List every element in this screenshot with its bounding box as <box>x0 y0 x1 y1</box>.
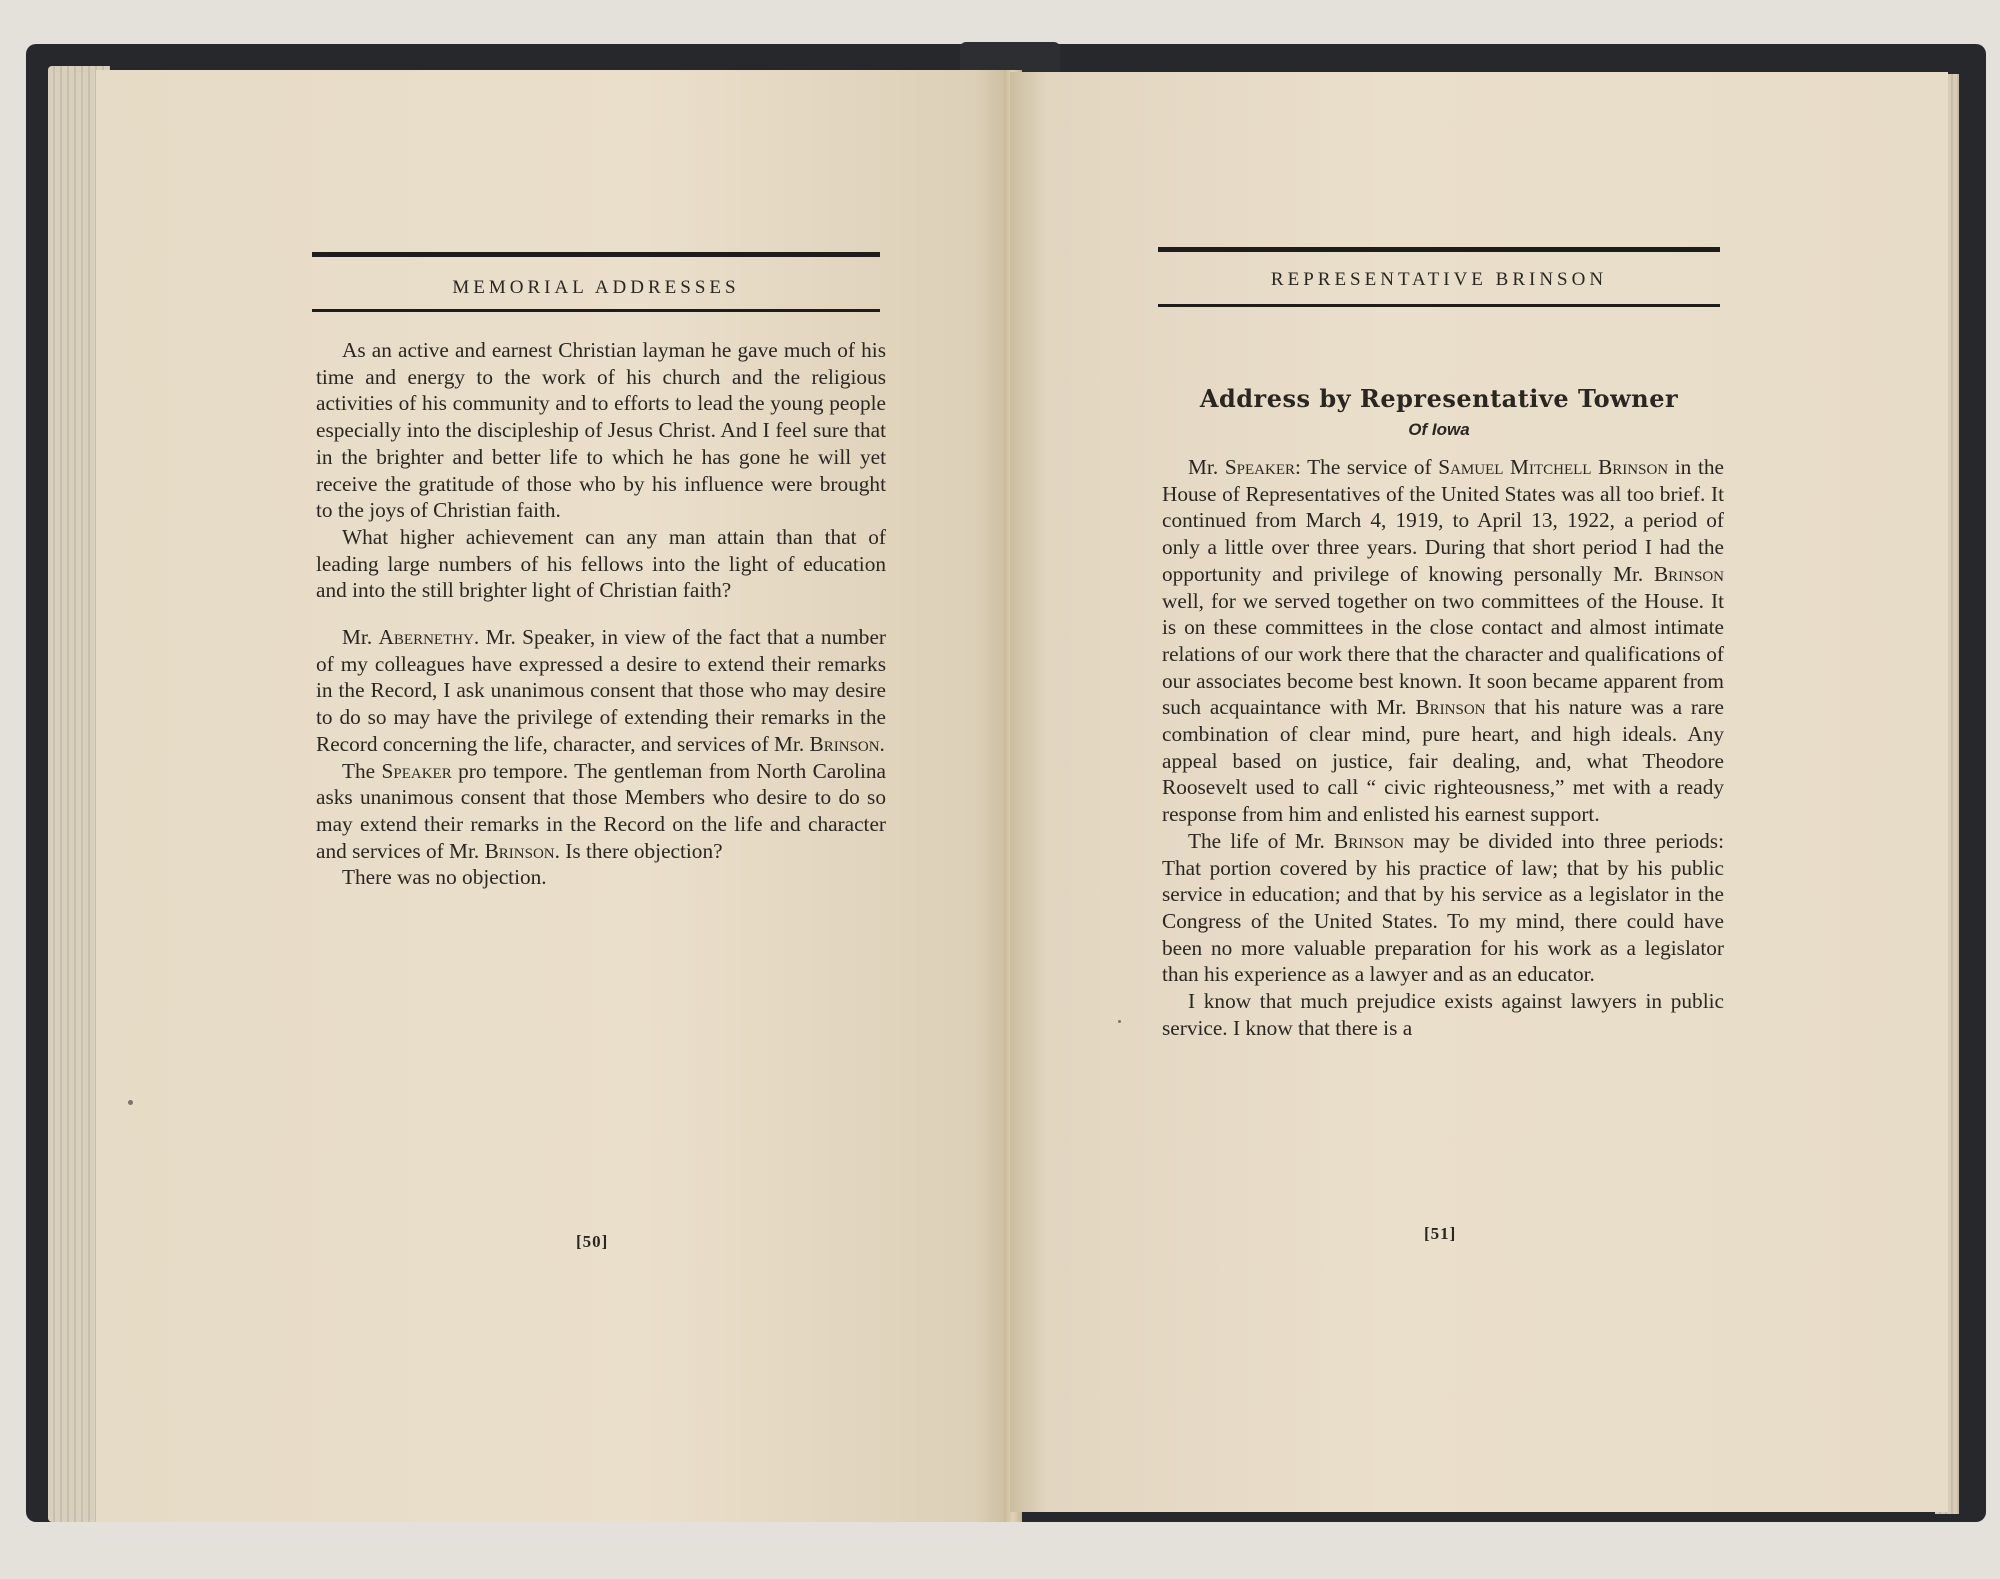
text-run: I know that much prejudice exists against lawyers in public service. I know that there is a <box>1162 989 1724 1040</box>
paragraph <box>1162 828 1724 988</box>
left-page <box>96 70 1010 1522</box>
small-caps-name: Brinson <box>1653 561 1724 586</box>
text-run: well, for we served together on two committees of the House. It is on these committees in the close contact and almost intimate relations of our work there that the character and qualifications of our associates become best known. It soon became apparent from such acquaintance with Mr. <box>1162 588 1724 720</box>
body-text <box>1162 454 1724 1041</box>
text-run: The <box>342 758 382 783</box>
header-rule-bottom <box>1158 304 1720 307</box>
small-caps-name: Speaker <box>381 758 452 783</box>
small-caps-name: Abernethy <box>378 625 474 650</box>
paragraph <box>316 864 886 891</box>
paragraph <box>316 758 886 865</box>
small-caps-name: Brinson <box>484 838 555 863</box>
paragraph <box>316 624 886 758</box>
page-number: [51] <box>1424 1224 1457 1243</box>
paper-speck <box>1118 1020 1121 1023</box>
address-title: Address by Representative Towner <box>1199 384 1679 413</box>
text-run: . Is there objection? <box>554 838 723 863</box>
small-caps-name: Samuel Mitchell Brinson <box>1438 455 1669 479</box>
running-head: REPRESENTATIVE BRINSON <box>1270 269 1608 290</box>
small-caps-name: Brinson <box>1334 828 1405 853</box>
text-run: pro tempore. The gentleman from North Carolina asks unanimous consent that those Members who desire to do so may extend their remarks in the Record on the life and character and services of Mr. <box>316 758 886 863</box>
paragraph <box>1162 454 1724 828</box>
running-head: MEMORIAL ADDRESSES <box>452 277 740 298</box>
text-run: There was no objection. <box>342 865 547 890</box>
paragraph <box>316 337 886 524</box>
paragraph <box>1162 988 1724 1041</box>
header-rule-top <box>312 252 880 257</box>
body-text <box>316 337 886 891</box>
header-rule-bottom <box>312 309 880 312</box>
text-run: may be divided into three periods: That portion covered by his practice of law; that by his public service in education; and that by his service as a legislator in the Congress of the United States. To my mind, there could have been no more valuable preparation for his work as a legislator than his experience as a lawyer and as an educator. <box>1162 828 1724 987</box>
text-run: in the House of Representatives of the United States was all too brief. It continued from March 4, 1919, to April 13, 1922, a period of only a little over three years. During that short period I had the opportunity and privilege of knowing personally Mr. <box>1162 455 1724 586</box>
text-run: The life of Mr. <box>1188 828 1335 853</box>
text-run: As an active and earnest Christian layman he gave much of his time and energy to the work of his church and the religious activities of his community and to efforts to lead the young people especially into the discipleship of Jesus Christ. And I feel sure that in the brighter and better life to which he has gone he will yet receive the gratitude of those who by his influence were brought to the joys of Christian faith. <box>316 338 886 523</box>
page-number: [50] <box>576 1232 609 1251</box>
header-rule-top <box>1158 247 1720 252</box>
right-page <box>1010 72 1948 1512</box>
paper-speck <box>128 1100 133 1105</box>
text-run: Mr. <box>1188 455 1225 479</box>
address-subtitle: Of Iowa <box>1408 420 1470 439</box>
small-caps-name: Brinson <box>809 731 880 756</box>
text-run: What higher achievement can any man attain than that of leading large numbers of his fellows into the light of education and into the still brighter light of Christian faith? <box>316 524 886 603</box>
small-caps-name: Brinson <box>1415 695 1486 720</box>
text-run: : The service of <box>1295 455 1439 479</box>
text-run: Mr. <box>342 625 379 650</box>
text-run: . Mr. Speaker, in view of the fact that a number of my colleagues have expressed a desire to extend their remarks in the Record, I ask unanimous consent that those who may desire to do so may have the privilege of extending their remarks in the Record concerning the life, character, and services of Mr. <box>316 625 886 756</box>
text-run: . <box>879 731 885 756</box>
small-caps-name: Speaker <box>1224 455 1295 479</box>
paragraph <box>316 524 886 604</box>
text-run: that his nature was a rare combination of clear mind, pure heart, and high ideals. Any appeal based on justice, fair dealing, and, what Theodore Roosevelt used to call “ civic righteousness,” met with a ready response from him and enlisted his earnest support. <box>1162 695 1724 827</box>
